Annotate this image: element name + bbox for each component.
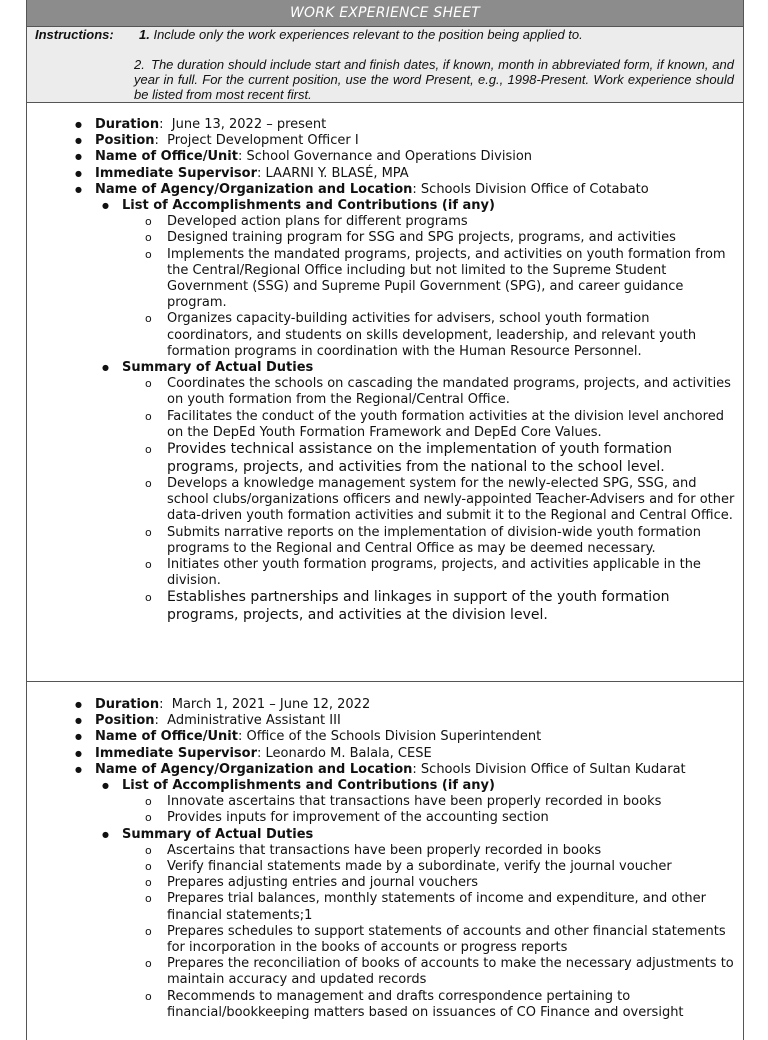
supervisor-row: ● Immediate Supervisor: Leonardo M. Balala, CESE <box>27 746 743 762</box>
instruction-item-2 <box>134 57 734 102</box>
list-item: o Organizes capacity-building activities for advisers, school youth formation coordinators, and students on skills development, leadership, and relevant youth formation programs in coordination with the Human Resource Personnel. <box>27 311 743 360</box>
office-row: ● Name of Office/Unit: Office of the Schools Division Superintendent <box>27 729 743 745</box>
list-item: o Submits narrative reports on the implementation of division-wide youth formation programs to the Regional and Central Office as may be deemed necessary. <box>27 525 743 557</box>
experience-details <box>27 117 743 624</box>
duration-row: ● Duration: March 1, 2021 – June 12, 2022 <box>27 697 743 713</box>
accomplishments-group <box>27 778 743 827</box>
list-item: o Initiates other youth formation programs, projects, and activities applicable in the division. <box>27 557 743 589</box>
position-value: Administrative Assistant III <box>167 713 341 729</box>
supervisor-row: ● Immediate Supervisor: LAARNI Y. BLASÉ, MPA <box>27 166 743 182</box>
list-item: o Prepares adjusting entries and journal vouchers <box>27 875 743 891</box>
position-label: Position <box>95 713 155 729</box>
agency-value: Schools Division Office of Cotabato <box>420 181 649 197</box>
instruction-2-number: 2. <box>134 57 145 72</box>
list-item: o Innovate ascertains that transactions have been properly recorded in books <box>27 794 743 810</box>
list-item: o Provides inputs for improvement of the accounting section <box>27 810 743 826</box>
duration-value: March 1, 2021 – June 12, 2022 <box>171 697 371 712</box>
duties-label: ● Summary of Actual Duties <box>122 360 314 376</box>
supervisor-value: Leonardo M. Balala, CESE <box>265 745 432 761</box>
position-row: ● Position: Administrative Assistant III <box>27 713 743 729</box>
office-row: ● Name of Office/Unit: School Governance and Operations Division <box>27 149 743 165</box>
agency-label: Name of Agency/Organization and Location <box>95 761 413 777</box>
list-item: o Facilitates the conduct of the youth formation activities at the division level anchored on the DepEd Youth Formation Framework and DepEd Core Values. <box>27 409 743 441</box>
supervisor-value: LAARNI Y. BLASÉ, MPA <box>265 165 409 181</box>
instructions-box <box>27 27 743 103</box>
list-item: o Provides technical assistance on the implementation of youth formation programs, projects, and activities from the national to the school level. <box>27 441 743 476</box>
duration-row: ● Duration: June 13, 2022 – present <box>27 117 743 133</box>
experience-entry <box>27 682 743 1040</box>
instruction-item-1 <box>139 27 583 42</box>
sheet-title: WORK EXPERIENCE SHEET <box>27 0 743 27</box>
supervisor-label: Immediate Supervisor <box>95 165 257 181</box>
duration-label: Duration <box>95 117 160 132</box>
instruction-1-text: Include only the work experiences relevant to the position being applied to. <box>153 27 583 42</box>
instructions-label: Instructions: <box>35 27 114 42</box>
experience-entry <box>27 103 743 682</box>
work-experience-sheet <box>26 0 744 1040</box>
list-item: o Establishes partnerships and linkages in support of the youth formation programs, projects, and activities at the division level. <box>27 589 743 624</box>
list-item: o Prepares the reconciliation of books of accounts to make the necessary adjustments to maintain accuracy and updated records <box>27 956 743 988</box>
list-item: o Prepares trial balances, monthly statements of income and expenditure, and other financial statements;1 <box>27 891 743 923</box>
position-label: Position <box>95 133 155 149</box>
duties-group <box>27 827 743 1021</box>
office-label: Name of Office/Unit <box>95 729 238 745</box>
list-item: o Verify financial statements made by a subordinate, verify the journal voucher <box>27 859 743 875</box>
duration-label: Duration <box>95 697 160 712</box>
duties-group <box>27 360 743 624</box>
list-item: o Developed action plans for different programs <box>27 214 743 230</box>
agency-value: Schools Division Office of Sultan Kudarat <box>420 761 686 777</box>
accomplishments-group <box>27 198 743 360</box>
supervisor-label: Immediate Supervisor <box>95 745 257 761</box>
office-label: Name of Office/Unit <box>95 149 238 165</box>
accomplishments-label: ● List of Accomplishments and Contributions (if any) <box>122 198 495 214</box>
instruction-1-number: 1. <box>139 27 150 42</box>
accomplishments-label: ● List of Accomplishments and Contributions (if any) <box>122 778 495 794</box>
agency-row: ● Name of Agency/Organization and Location: Schools Division Office of Sultan Kudarat ● List of Accomplishments and Contributions (if any) o Innovate ascertains that transactions have been properly recorded in books o Provides inputs for improvement of the accounting section ● Summary of Actual Duties o Ascertains that transactions have been properly recorded in books o Verify financial statements made by a subordinate, verify the journal voucher o Prepares adjusting entries and journal vouchers o Prepares trial balances, monthly statements of income and expenditure, and other financial statements;1 o Prepares schedules to support statements of accounts and other financial statements for incorporation in the books of accounts or progress reports o Prepares the reconciliation of books of accounts to make the necessary adjustments to maintain accuracy and updated records o Recommends to management and drafts correspondence pertaining to financial/bookkeeping matters based on issuances of CO Finance and oversight <box>27 762 743 1021</box>
position-row: ● Position: Project Development Officer I <box>27 133 743 149</box>
experience-details <box>27 697 743 1021</box>
list-item: o Prepares schedules to support statements of accounts and other financial statements for incorporation in the books of accounts or progress reports <box>27 924 743 956</box>
list-item: o Recommends to management and drafts correspondence pertaining to financial/bookkeeping matters based on issuances of CO Finance and oversight <box>27 989 743 1021</box>
duration-value: June 13, 2022 – present <box>171 117 327 132</box>
position-value: Project Development Officer I <box>167 133 359 149</box>
office-value: School Governance and Operations Division <box>246 149 533 165</box>
list-item: o Ascertains that transactions have been properly recorded in books <box>27 843 743 859</box>
instruction-2-text: The duration should include start and finish dates, if known, month in abbreviated form, if known, and year in full. For the current position, use the word Present, e.g., 1998-Present. Work experience should be listed from most recent first. <box>134 57 734 102</box>
agency-row: ● Name of Agency/Organization and Location: Schools Division Office of Cotabato ● List of Accomplishments and Contributions (if any) o Developed action plans for different programs o Designed training program for SSG and SPG projects, programs, and activities o Implements the mandated programs, projects, and activities on youth formation from the Central/Regional Office including but not limited to the Supreme Student Government (SSG) and Supreme Pupil Government (SPG), and career guidance program. o Organizes capacity-building activities for advisers, school youth formation coordinators, and students on skills development, leadership, and relevant youth formation programs in coordination with the Human Resource Personnel. ● Summary of Actual Duties o Coordinates the schools on cascading the mandated programs, projects, and activities on youth formation from the Regional/Central Office. o Facilitates the conduct of the youth formation activities at the division level anchored on the DepEd Youth Formation Framework and DepEd Core Values. o Provides technical assistance on the implementation of youth formation programs, projects, and activities from the national to the school level. o Develops a knowledge management system for the newly-elected SPG, SSG, and school clubs/organizations officers and newly-appointed Teacher-Advisers and for other data-driven youth formation activities and submit it to the Regional and Central Office. o Submits narrative reports on the implementation of division-wide youth formation programs to the Regional and Central Office as may be deemed necessary. o Initiates other youth formation programs, projects, and activities applicable in the division. o Establishes partnerships and linkages in support of the youth formation programs, projects, and activities at the division level. <box>27 182 743 625</box>
office-value: Office of the Schools Division Superintendent <box>246 729 542 745</box>
agency-label: Name of Agency/Organization and Location <box>95 181 413 197</box>
duties-label: ● Summary of Actual Duties <box>122 826 314 842</box>
list-item: o Designed training program for SSG and SPG projects, programs, and activities <box>27 230 743 246</box>
list-item: o Coordinates the schools on cascading the mandated programs, projects, and activities on youth formation from the Regional/Central Office. <box>27 376 743 408</box>
list-item: o Develops a knowledge management system for the newly-elected SPG, SSG, and school clubs/organizations officers and newly-appointed Teacher-Advisers and for other data-driven youth formation activities and submit it to the Regional and Central Office. <box>27 476 743 525</box>
list-item: o Implements the mandated programs, projects, and activities on youth formation from the Central/Regional Office including but not limited to the Supreme Student Government (SSG) and Supreme Pupil Government (SPG), and career guidance program. <box>27 247 743 312</box>
